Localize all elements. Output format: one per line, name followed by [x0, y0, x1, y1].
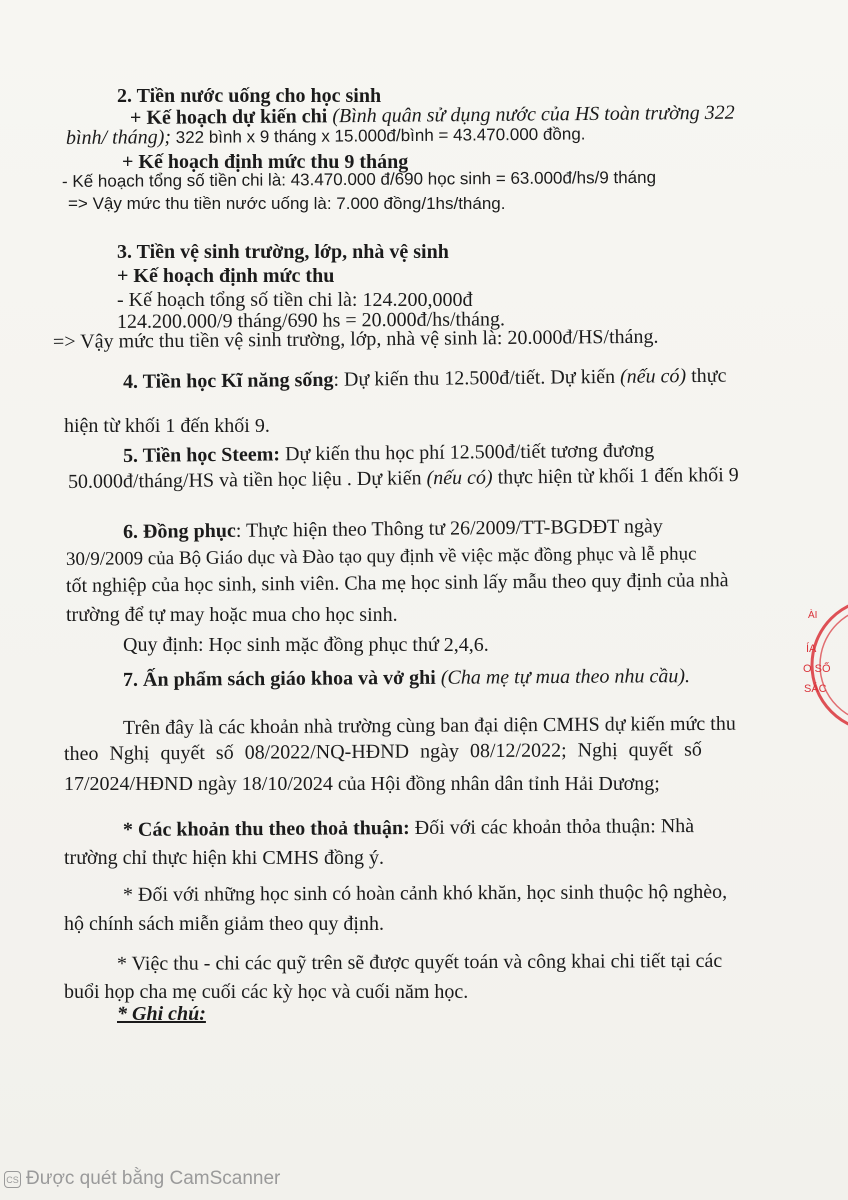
- agreement-text: Đối với các khoản thỏa thuận: Nhà: [409, 815, 695, 839]
- official-stamp: [798, 590, 848, 740]
- section-5-note: (nếu có): [426, 466, 493, 490]
- section-3-total-line: - Kế hoạch tổng số tiền chi là: 124.200,000đ: [117, 289, 473, 311]
- section-6-line-1: [123, 514, 663, 544]
- agreement-line-2: trường chỉ thực hiện khi CMHS đồng ý.: [64, 847, 385, 869]
- section-7-line: [123, 664, 690, 692]
- plan-calc: 322 bình x 9 tháng x 15.000đ/bình = 43.470.000 đồng.: [170, 124, 586, 148]
- note-label: * Ghi chú:: [117, 1003, 206, 1025]
- section-2-calc-line: [66, 121, 586, 151]
- agreement-lead: * Các khoản thu theo thoả thuận:: [122, 816, 410, 841]
- section-6-line-2: 30/9/2009 của Bộ Giáo dục và Đào tạo quy định về việc mặc đồng phục và lễ phục: [65, 543, 697, 570]
- section-4-line-1: [123, 364, 727, 394]
- section-3-conclusion: => Vậy mức thu tiền vệ sinh trường, lớp, nhà vệ sinh là: 20.000đ/HS/tháng.: [52, 325, 659, 353]
- summary-line-3: 17/2024/HĐND ngày 18/10/2024 của Hội đồng nhân dân tỉnh Hải Dương;: [64, 773, 660, 795]
- watermark-text: Được quét bằng CamScanner: [26, 1168, 281, 1189]
- plan-lead: + Kế hoạch dự kiến chi: [129, 105, 328, 129]
- section-5-text-2a: 50.000đ/tháng/HS và tiền học liệu . Dự kiến: [67, 467, 427, 493]
- summary-line-1: Trên đây là các khoản nhà trường cùng ban đại diện CMHS dự kiến mức thu: [122, 712, 736, 739]
- section-2-title: 2. Tiền nước uống cho học sinh: [117, 85, 382, 107]
- section-6-rule: Quy định: Học sinh mặc đồng phục thứ 2,4,6.: [123, 634, 489, 656]
- settlement-line-1: * Việc thu - chi các quỹ trên sẽ được quyết toán và công khai chi tiết tại các: [116, 949, 723, 975]
- stamp-text-2: O SỐ: [803, 663, 831, 675]
- agreement-line-1: [123, 814, 694, 842]
- plan-note: (Bình quân sử dụng nước của HS toàn trường 322: [332, 101, 735, 128]
- summary-line-2: theo Nghị quyết số 08/2022/NQ-HĐND ngày 08/12/2022; Nghị quyết số: [63, 738, 702, 765]
- section-7-note: (Cha mẹ tự mua theo nhu cầu).: [435, 665, 691, 689]
- stamp-text-3: SÁC: [804, 683, 827, 695]
- section-6-line-3: tốt nghiệp của học sinh, sinh viên. Cha mẹ học sinh lấy mẫu theo quy định của nhà: [65, 569, 729, 597]
- section-6-title: 6. Đồng phục: [122, 519, 236, 543]
- section-6-text: : Thực hiện theo Thông tư 26/2009/TT-BGDĐT ngày: [235, 515, 663, 542]
- section-4-title: 4. Tiền học Kĩ năng sống: [122, 368, 334, 393]
- stamp-text-1: ÍA: [806, 643, 817, 655]
- section-4-text-end: thực: [686, 364, 727, 388]
- settlement-line-2: buổi họp cha mẹ cuối các kỳ học và cuối năm học.: [64, 981, 469, 1003]
- section-5-line-1: [123, 438, 654, 468]
- plan-note-cont: bình/ tháng);: [65, 126, 172, 149]
- section-3-title: 3. Tiền vệ sinh trường, lớp, nhà vệ sinh: [117, 241, 449, 263]
- section-5-title: 5. Tiền học Steem:: [122, 443, 281, 467]
- hardship-line-1: * Đối với những học sinh có hoàn cảnh khó khăn, học sinh thuộc hộ nghèo,: [122, 880, 728, 906]
- section-3-norm-lead: + Kế hoạch định mức thu: [117, 265, 335, 287]
- stamp-text-0: ÀI: [808, 610, 818, 621]
- section-7-title: 7. Ấn phẩm sách giáo khoa và vở ghi: [122, 666, 436, 691]
- hardship-line-2: hộ chính sách miễn giảm theo quy định.: [64, 913, 384, 935]
- section-4-line-2: hiện từ khối 1 đến khối 9.: [64, 415, 270, 437]
- section-4-note: (nếu có): [619, 365, 687, 388]
- section-2-conclusion: => Vậy mức thu tiền nước uống là: 7.000 đồng/1hs/tháng.: [68, 194, 506, 213]
- section-5-line-2: [68, 463, 739, 494]
- section-5-text: Dự kiến thu học phí 12.500đ/tiết tương đương: [279, 439, 655, 466]
- section-4-text: : Dự kiến thu 12.500đ/tiết. Dự kiến: [333, 365, 621, 391]
- scanner-watermark: [0, 1168, 848, 1196]
- section-3-calc-line: 124.200.000/9 tháng/690 hs = 20.000đ/hs/tháng.: [116, 308, 506, 333]
- section-2-norm-lead: + Kế hoạch định mức thu 9 tháng: [122, 151, 409, 173]
- camscanner-logo-icon: CS: [4, 1171, 21, 1188]
- section-6-line-4: trường để tự may hoặc mua cho học sinh.: [66, 604, 398, 626]
- section-2-total-line: - Kế hoạch tổng số tiền chi là: 43.470.000 đ/690 học sinh = 63.000đ/hs/9 tháng: [61, 167, 657, 191]
- section-5-text-2b: thực hiện từ khối 1 đến khối 9: [492, 463, 739, 489]
